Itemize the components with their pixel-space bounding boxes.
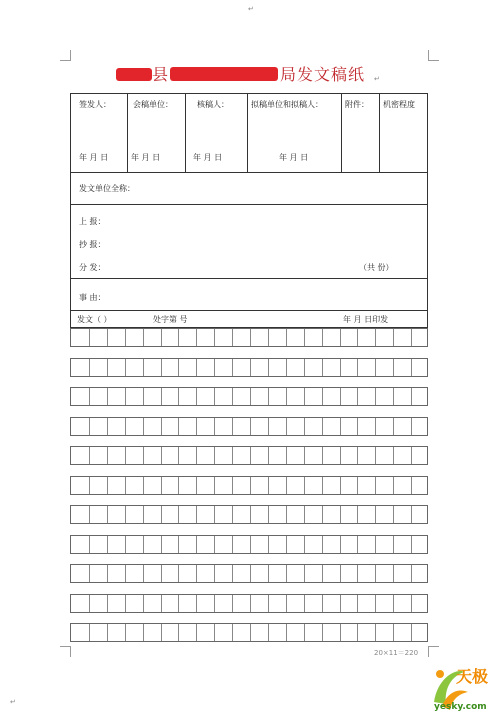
site-logo <box>428 662 498 717</box>
grid-cell-divider <box>107 477 108 494</box>
grid-cell-divider <box>232 388 233 405</box>
grid-cell-divider <box>393 388 394 405</box>
grid-row <box>70 594 428 613</box>
grid-cell-divider <box>214 447 215 464</box>
grid-cell-divider <box>125 359 126 376</box>
grid-cell-divider <box>286 447 287 464</box>
grid-row <box>70 328 428 347</box>
logo-site: yesky.com <box>434 702 487 712</box>
grid-cell-divider <box>268 595 269 612</box>
confidentiality-label: 机密程度 <box>383 100 415 109</box>
grid-cell-divider <box>322 624 323 641</box>
grid-cell-divider <box>250 624 251 641</box>
grid-cell-divider <box>286 506 287 523</box>
grid-cell-divider <box>357 388 358 405</box>
grid-cell-divider <box>89 329 90 346</box>
grid-cell-divider <box>143 329 144 346</box>
grid-cell-divider <box>125 329 126 346</box>
grid-cell-divider <box>304 329 305 346</box>
grid-cell-divider <box>268 418 269 435</box>
grid-cell-divider <box>375 536 376 553</box>
grid-cell-divider <box>107 565 108 582</box>
redaction-mark <box>170 67 278 81</box>
grid-row <box>70 417 428 436</box>
grid-cell-divider <box>375 506 376 523</box>
grid-cell-divider <box>268 624 269 641</box>
grid-cell-divider <box>178 388 179 405</box>
grid-cell-divider <box>375 447 376 464</box>
signer-date: 年 月 日 <box>79 153 109 162</box>
grid-cell-divider <box>304 536 305 553</box>
grid-cell-divider <box>268 447 269 464</box>
grid-row <box>70 535 428 554</box>
grid-cell-divider <box>304 388 305 405</box>
grid-cell-divider <box>196 359 197 376</box>
grid-cell-divider <box>89 565 90 582</box>
grid-row <box>70 623 428 642</box>
grid-cell-divider <box>196 329 197 346</box>
grid-cell-divider <box>214 595 215 612</box>
grid-cell-divider <box>268 536 269 553</box>
grid-cell-divider <box>125 506 126 523</box>
grid-cell-divider <box>340 359 341 376</box>
grid-cell-divider <box>89 447 90 464</box>
grid-cell-divider <box>178 565 179 582</box>
grid-cell-divider <box>340 477 341 494</box>
grid-cell-divider <box>161 506 162 523</box>
grid-cell-divider <box>250 565 251 582</box>
grid-cell-divider <box>232 447 233 464</box>
grid-cell-divider <box>411 506 412 523</box>
grid-cell-divider <box>322 359 323 376</box>
grid-cell-divider <box>286 624 287 641</box>
grid-cell-divider <box>340 595 341 612</box>
grid-cell-divider <box>340 565 341 582</box>
grid-cell-divider <box>304 595 305 612</box>
grid-cell-divider <box>161 477 162 494</box>
issue-doc-label: 发文（ ） <box>77 315 112 324</box>
top-paragraph-mark: ↵ <box>248 5 254 13</box>
grid-cell-divider <box>161 447 162 464</box>
grid-cell-divider <box>161 418 162 435</box>
grid-cell-divider <box>107 506 108 523</box>
grid-cell-divider <box>286 418 287 435</box>
grid-cell-divider <box>107 388 108 405</box>
grid-cell-divider <box>393 565 394 582</box>
cc-label: 抄 报： <box>79 240 106 249</box>
grid-cell-divider <box>322 447 323 464</box>
grid-cell-divider <box>357 359 358 376</box>
grid-cell-divider <box>250 329 251 346</box>
grid-cell-divider <box>178 506 179 523</box>
grid-cell-divider <box>89 477 90 494</box>
grid-cell-divider <box>268 388 269 405</box>
grid-cell-divider <box>393 624 394 641</box>
grid-cell-divider <box>304 477 305 494</box>
grid-cell-divider <box>125 447 126 464</box>
crop-mark-top-left <box>60 50 71 61</box>
joint-unit-label: 会稿单位： <box>133 100 173 109</box>
grid-cell-divider <box>89 536 90 553</box>
grid-cell-divider <box>250 477 251 494</box>
grid-cell-divider <box>214 477 215 494</box>
grid-cell-divider <box>125 477 126 494</box>
grid-cell-divider <box>232 329 233 346</box>
grid-cell-divider <box>161 329 162 346</box>
grid-cell-divider <box>214 359 215 376</box>
drafter-date: 年 月 日 <box>279 153 309 162</box>
grid-cell-divider <box>196 506 197 523</box>
grid-cell-divider <box>268 565 269 582</box>
grid-cell-divider <box>125 388 126 405</box>
grid-cell-divider <box>322 477 323 494</box>
grid-cell-divider <box>196 418 197 435</box>
grid-cell-divider <box>268 477 269 494</box>
grid-cell-divider <box>89 418 90 435</box>
grid-cell-divider <box>214 565 215 582</box>
grid-cell-divider <box>411 447 412 464</box>
grid-cell-divider <box>161 359 162 376</box>
grid-row <box>70 446 428 465</box>
grid-cell-divider <box>107 595 108 612</box>
grid-cell-divider <box>268 506 269 523</box>
grid-row <box>70 358 428 377</box>
grid-cell-divider <box>214 388 215 405</box>
grid-cell-divider <box>143 447 144 464</box>
grid-cell-divider <box>340 418 341 435</box>
bottom-paragraph-mark: ↵ <box>10 698 16 706</box>
grid-cell-divider <box>393 536 394 553</box>
grid-cell-divider <box>178 418 179 435</box>
grid-cell-divider <box>393 329 394 346</box>
grid-cell-divider <box>161 595 162 612</box>
grid-cell-divider <box>340 536 341 553</box>
grid-cell-divider <box>411 329 412 346</box>
title-part2: 局发文稿纸 <box>280 65 366 84</box>
grid-cell-divider <box>178 536 179 553</box>
grid-row <box>70 505 428 524</box>
grid-cell-divider <box>304 624 305 641</box>
grid-cell-divider <box>393 447 394 464</box>
grid-cell-divider <box>304 359 305 376</box>
grid-cell-divider <box>340 624 341 641</box>
report-to-label: 上 报： <box>79 217 106 226</box>
grid-cell-divider <box>125 595 126 612</box>
grid-cell-divider <box>357 565 358 582</box>
attachment-label: 附件： <box>345 100 369 109</box>
grid-cell-divider <box>196 447 197 464</box>
grid-cell-divider <box>357 506 358 523</box>
grid-count: 20×11＝220 <box>374 649 419 657</box>
grid-cell-divider <box>196 565 197 582</box>
grid-cell-divider <box>393 359 394 376</box>
grid-cell-divider <box>250 418 251 435</box>
grid-cell-divider <box>393 477 394 494</box>
grid-cell-divider <box>143 418 144 435</box>
grid-cell-divider <box>322 536 323 553</box>
grid-cell-divider <box>304 565 305 582</box>
grid-cell-divider <box>143 595 144 612</box>
grid-cell-divider <box>89 388 90 405</box>
grid-cell-divider <box>232 565 233 582</box>
grid-cell-divider <box>161 624 162 641</box>
grid-cell-divider <box>340 506 341 523</box>
grid-cell-divider <box>250 506 251 523</box>
grid-cell-divider <box>143 359 144 376</box>
drafter-label: 拟稿单位和拟稿人： <box>251 100 323 109</box>
grid-cell-divider <box>250 595 251 612</box>
issue-office-label: 处字第 号 <box>153 315 188 324</box>
grid-cell-divider <box>357 477 358 494</box>
grid-cell-divider <box>375 359 376 376</box>
grid-cell-divider <box>89 506 90 523</box>
grid-cell-divider <box>375 388 376 405</box>
joint-unit-date: 年 月 日 <box>131 153 161 162</box>
grid-cell-divider <box>393 506 394 523</box>
redaction-mark <box>116 68 152 81</box>
grid-cell-divider <box>357 447 358 464</box>
copies-label: （共 份） <box>359 263 394 272</box>
grid-cell-divider <box>411 536 412 553</box>
grid-cell-divider <box>357 624 358 641</box>
grid-cell-divider <box>107 536 108 553</box>
grid-cell-divider <box>196 536 197 553</box>
grid-cell-divider <box>107 447 108 464</box>
grid-cell-divider <box>357 536 358 553</box>
grid-cell-divider <box>214 329 215 346</box>
grid-cell-divider <box>143 477 144 494</box>
grid-cell-divider <box>411 595 412 612</box>
grid-cell-divider <box>125 536 126 553</box>
grid-cell-divider <box>286 536 287 553</box>
grid-cell-divider <box>340 329 341 346</box>
grid-cell-divider <box>268 329 269 346</box>
grid-cell-divider <box>196 388 197 405</box>
grid-cell-divider <box>232 536 233 553</box>
grid-cell-divider <box>178 447 179 464</box>
grid-cell-divider <box>357 595 358 612</box>
grid-cell-divider <box>178 359 179 376</box>
grid-row <box>70 387 428 406</box>
grid-cell-divider <box>89 359 90 376</box>
grid-cell-divider <box>214 418 215 435</box>
grid-cell-divider <box>214 506 215 523</box>
grid-cell-divider <box>286 477 287 494</box>
grid-cell-divider <box>322 329 323 346</box>
grid-cell-divider <box>196 477 197 494</box>
crop-mark-bottom-right <box>428 646 439 657</box>
distribute-label: 分 发： <box>79 263 106 272</box>
grid-cell-divider <box>178 329 179 346</box>
grid-cell-divider <box>125 418 126 435</box>
grid-row <box>70 564 428 583</box>
grid-cell-divider <box>107 359 108 376</box>
document-title <box>70 62 428 90</box>
subject-label: 事 由： <box>79 293 106 302</box>
grid-cell-divider <box>161 388 162 405</box>
grid-cell-divider <box>89 595 90 612</box>
grid-cell-divider <box>286 359 287 376</box>
grid-cell-divider <box>393 595 394 612</box>
grid-cell-divider <box>322 595 323 612</box>
grid-cell-divider <box>232 359 233 376</box>
grid-cell-divider <box>411 477 412 494</box>
grid-cell-divider <box>125 565 126 582</box>
grid-cell-divider <box>340 388 341 405</box>
grid-cell-divider <box>286 388 287 405</box>
grid-cell-divider <box>304 447 305 464</box>
grid-cell-divider <box>322 506 323 523</box>
grid-cell-divider <box>250 447 251 464</box>
grid-cell-divider <box>375 329 376 346</box>
logo-brand: 天极 <box>456 667 489 686</box>
grid-cell-divider <box>322 565 323 582</box>
manuscript-grid <box>70 328 428 643</box>
grid-cell-divider <box>196 624 197 641</box>
grid-cell-divider <box>250 388 251 405</box>
grid-cell-divider <box>143 536 144 553</box>
reviewer-date: 年 月 日 <box>193 153 223 162</box>
grid-cell-divider <box>411 359 412 376</box>
grid-cell-divider <box>143 624 144 641</box>
grid-cell-divider <box>357 418 358 435</box>
grid-cell-divider <box>411 565 412 582</box>
grid-cell-divider <box>411 624 412 641</box>
grid-cell-divider <box>411 388 412 405</box>
grid-cell-divider <box>304 418 305 435</box>
crop-mark-top-right <box>428 50 439 61</box>
grid-cell-divider <box>178 477 179 494</box>
issuing-unit-label: 发文单位全称： <box>79 184 135 193</box>
grid-cell-divider <box>411 418 412 435</box>
grid-row <box>70 476 428 495</box>
grid-cell-divider <box>375 565 376 582</box>
grid-cell-divider <box>161 536 162 553</box>
grid-cell-divider <box>161 565 162 582</box>
grid-cell-divider <box>250 536 251 553</box>
grid-cell-divider <box>250 359 251 376</box>
grid-cell-divider <box>214 536 215 553</box>
grid-cell-divider <box>357 329 358 346</box>
grid-cell-divider <box>232 624 233 641</box>
grid-cell-divider <box>340 447 341 464</box>
crop-mark-bottom-left <box>60 646 71 657</box>
grid-cell-divider <box>107 418 108 435</box>
grid-cell-divider <box>107 624 108 641</box>
grid-cell-divider <box>89 624 90 641</box>
grid-cell-divider <box>232 595 233 612</box>
issue-date-label: 年 月 日印发 <box>343 315 389 324</box>
grid-cell-divider <box>286 565 287 582</box>
grid-cell-divider <box>143 565 144 582</box>
form-table <box>70 93 428 328</box>
title-part1: 县 <box>152 65 170 84</box>
grid-cell-divider <box>304 506 305 523</box>
grid-cell-divider <box>178 624 179 641</box>
grid-cell-divider <box>232 477 233 494</box>
grid-cell-divider <box>232 418 233 435</box>
grid-cell-divider <box>322 388 323 405</box>
grid-cell-divider <box>375 624 376 641</box>
grid-cell-divider <box>178 595 179 612</box>
grid-cell-divider <box>232 506 233 523</box>
grid-cell-divider <box>375 418 376 435</box>
grid-cell-divider <box>322 418 323 435</box>
grid-cell-divider <box>125 624 126 641</box>
grid-cell-divider <box>286 329 287 346</box>
grid-cell-divider <box>107 329 108 346</box>
title-paragraph-mark: ↵ <box>374 75 380 83</box>
grid-cell-divider <box>393 418 394 435</box>
grid-cell-divider <box>375 477 376 494</box>
signer-label: 签发人： <box>79 100 111 109</box>
grid-cell-divider <box>143 388 144 405</box>
reviewer-label: 核稿人： <box>197 100 229 109</box>
grid-cell-divider <box>143 506 144 523</box>
grid-cell-divider <box>268 359 269 376</box>
grid-cell-divider <box>286 595 287 612</box>
grid-cell-divider <box>375 595 376 612</box>
grid-cell-divider <box>214 624 215 641</box>
grid-cell-divider <box>196 595 197 612</box>
